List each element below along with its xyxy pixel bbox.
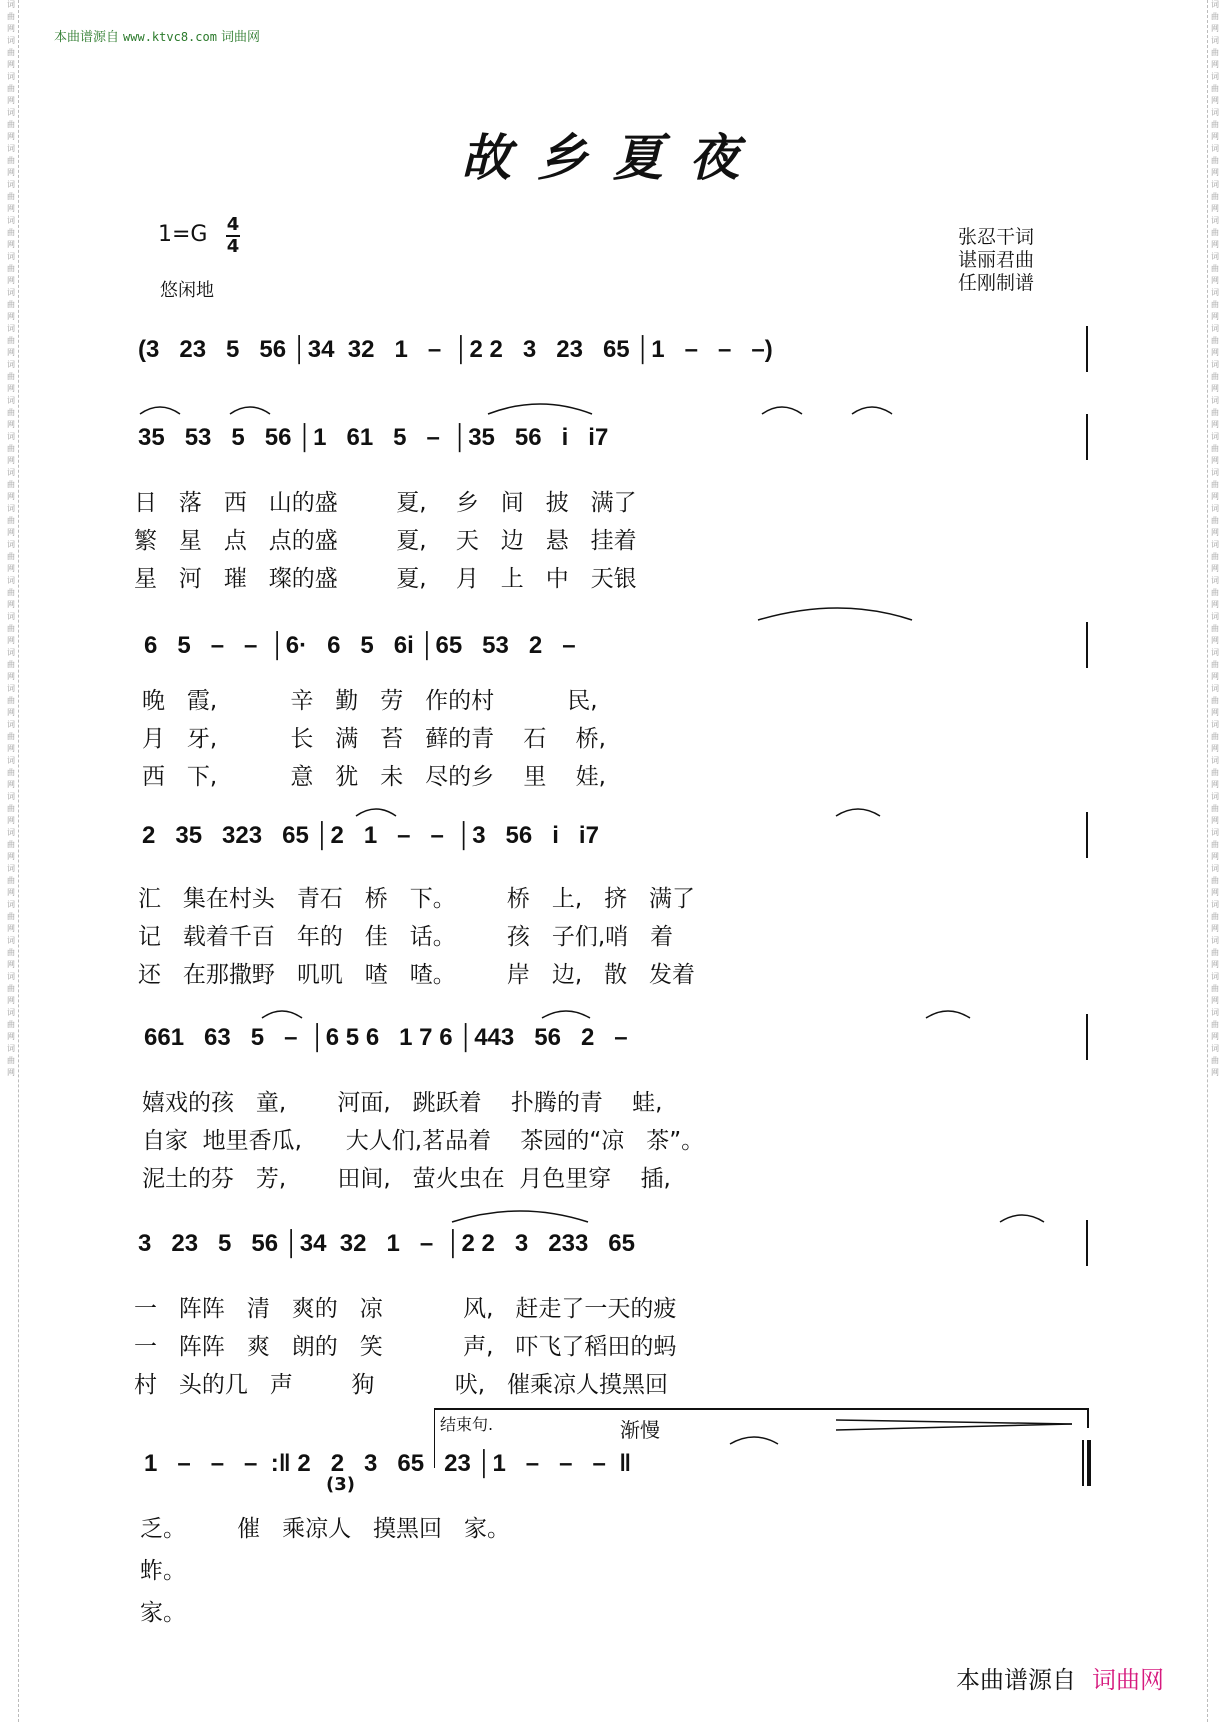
watermark-glyph: 网 <box>7 636 15 645</box>
watermark-glyph: 网 <box>1211 564 1219 573</box>
watermark-glyph: 曲 <box>7 840 15 849</box>
watermark-glyph: 词 <box>7 252 15 261</box>
watermark-glyph: 词 <box>7 972 15 981</box>
watermark-glyph: 词 <box>7 108 15 117</box>
watermark-glyph: 词 <box>1211 792 1219 801</box>
watermark-glyph: 曲 <box>7 552 15 561</box>
watermark-glyph: 曲 <box>1211 768 1219 777</box>
lyric-row-5-verse-1: 嬉戏的孩 童, 河面, 跳跃着 扑腾的青 蛙, <box>142 1090 663 1116</box>
watermark-glyph: 曲 <box>1211 444 1219 453</box>
watermark-glyph: 曲 <box>7 732 15 741</box>
lyric-row-4-verse-3: 还 在那撒野 叽叽 喳 喳。 岸 边, 散 发着 <box>138 962 696 988</box>
watermark-glyph: 网 <box>1211 672 1219 681</box>
watermark-glyph: 曲 <box>1211 408 1219 417</box>
watermark-glyph: 词 <box>7 324 15 333</box>
watermark-glyph: 词 <box>1211 216 1219 225</box>
ritardando-label: 渐慢 <box>620 1418 660 1442</box>
watermark-glyph: 网 <box>7 96 15 105</box>
watermark-glyph: 词 <box>7 828 15 837</box>
watermark-glyph: 曲 <box>1211 12 1219 21</box>
watermark-glyph: 网 <box>1211 744 1219 753</box>
watermark-glyph: 词 <box>1211 684 1219 693</box>
watermark-glyph: 网 <box>1211 492 1219 501</box>
watermark-glyph: 网 <box>7 1032 15 1041</box>
lyric-row-4-verse-1: 汇 集在村头 青石 桥 下。 桥 上, 挤 满了 <box>138 886 696 912</box>
lyric-row-5-verse-3: 泥土的芬 芳, 田间, 萤火虫在 月色里穿 插, <box>142 1166 671 1192</box>
watermark-glyph: 网 <box>1211 636 1219 645</box>
watermark-glyph: 词 <box>1211 72 1219 81</box>
watermark-glyph: 网 <box>7 744 15 753</box>
watermark-glyph: 曲 <box>1211 624 1219 633</box>
watermark-glyph: 网 <box>1211 1032 1219 1041</box>
time-signature-top: 4 <box>226 214 240 235</box>
watermark-glyph: 曲 <box>7 984 15 993</box>
watermark-glyph: 词 <box>1211 0 1219 9</box>
watermark-glyph: 曲 <box>7 300 15 309</box>
watermark-glyph: 网 <box>1211 924 1219 933</box>
watermark-glyph: 词 <box>7 648 15 657</box>
watermark-glyph: 词 <box>7 396 15 405</box>
watermark-glyph: 曲 <box>1211 480 1219 489</box>
watermark-glyph: 词 <box>1211 360 1219 369</box>
watermark-glyph: 网 <box>1211 1068 1219 1077</box>
watermark-glyph: 曲 <box>1211 804 1219 813</box>
watermark-glyph: 网 <box>1211 456 1219 465</box>
lyric-row-7-verse-2: 蚱。 <box>140 1558 186 1584</box>
watermark-glyph: 词 <box>1211 1008 1219 1017</box>
notes-row-7: 1 – – – :‖ 2 2 3 65 23 │1 – – – ‖ <box>144 1450 632 1477</box>
watermark-glyph: 词 <box>1211 144 1219 153</box>
watermark-glyph: 网 <box>1211 60 1219 69</box>
footer-source <box>956 1660 1164 1695</box>
watermark-glyph: 曲 <box>7 48 15 57</box>
watermark-glyph: 曲 <box>1211 876 1219 885</box>
watermark-glyph: 词 <box>1211 1044 1219 1053</box>
watermark-glyph: 曲 <box>7 804 15 813</box>
watermark-glyph: 网 <box>1211 204 1219 213</box>
watermark-glyph: 网 <box>7 168 15 177</box>
watermark-glyph: 网 <box>1211 852 1219 861</box>
watermark-glyph: 词 <box>1211 540 1219 549</box>
watermark-glyph: 词 <box>7 72 15 81</box>
watermark-glyph: 曲 <box>1211 1056 1219 1065</box>
source-prefix: 本曲谱源自 <box>54 30 120 45</box>
watermark-glyph: 曲 <box>7 696 15 705</box>
system-end-barline-6 <box>1086 1220 1088 1266</box>
watermark-glyph: 网 <box>1211 528 1219 537</box>
watermark-glyph: 网 <box>7 528 15 537</box>
notes-row-1: (3 23 5 56 │34 32 1 – │2 2 3 23 65 │1 – – –) <box>138 336 773 363</box>
footer-site-link[interactable]: 词曲网 <box>1092 1666 1164 1694</box>
watermark-glyph: 网 <box>7 1068 15 1077</box>
watermark-glyph: 词 <box>1211 252 1219 261</box>
watermark-glyph: 网 <box>7 420 15 429</box>
notes-row-5: 661 63 5 – │6 5 6 1 7 6 │443 56 2 – <box>144 1024 628 1051</box>
watermark-glyph: 词 <box>1211 972 1219 981</box>
watermark-glyph: 网 <box>7 240 15 249</box>
lyric-row-6-verse-3: 村 头的几 声 狗 吠, 催乘凉人摸黑回 <box>134 1372 669 1398</box>
watermark-glyph: 曲 <box>7 264 15 273</box>
watermark-glyph: 曲 <box>1211 120 1219 129</box>
watermark-glyph: 词 <box>7 576 15 585</box>
system-end-barline-4 <box>1086 812 1088 858</box>
lyric-row-2-verse-3: 星 河 璀 璨的盛 夏, 月 上 中 天银 <box>134 566 637 592</box>
composer: 谌丽君曲 <box>958 249 1035 271</box>
watermark-glyph: 词 <box>1211 36 1219 45</box>
watermark-glyph: 词 <box>1211 324 1219 333</box>
watermark-glyph: 词 <box>1211 108 1219 117</box>
watermark-glyph: 词 <box>7 36 15 45</box>
notes-row-3: 6 5 – – │6· 6 5 6i │65 53 2 – <box>144 632 576 659</box>
watermark-glyph: 曲 <box>7 372 15 381</box>
watermark-glyph: 曲 <box>7 1056 15 1065</box>
watermark-glyph: 网 <box>7 204 15 213</box>
watermark-glyph: 曲 <box>1211 660 1219 669</box>
footer-prefix: 本曲谱源自 <box>956 1666 1076 1694</box>
watermark-glyph: 曲 <box>1211 228 1219 237</box>
watermark-glyph: 词 <box>7 180 15 189</box>
watermark-glyph: 曲 <box>1211 48 1219 57</box>
watermark-glyph: 词 <box>7 540 15 549</box>
watermark-glyph: 词 <box>7 864 15 873</box>
watermark-glyph: 网 <box>7 924 15 933</box>
watermark-glyph: 网 <box>7 816 15 825</box>
watermark-glyph: 网 <box>7 852 15 861</box>
watermark-glyph: 网 <box>1211 96 1219 105</box>
lyric-row-7-verse-1: 乏。 催 乘凉人 摸黑回 家。 <box>140 1516 510 1542</box>
watermark-glyph: 曲 <box>1211 372 1219 381</box>
watermark-glyph: 网 <box>1211 312 1219 321</box>
system-end-barline-3 <box>1086 622 1088 668</box>
watermark-glyph: 词 <box>7 792 15 801</box>
watermark-glyph: 词 <box>1211 612 1219 621</box>
lyric-row-3-verse-2: 月 牙, 长 满 苔 藓的青 石 桥, <box>142 726 606 752</box>
watermark-glyph: 网 <box>7 276 15 285</box>
lyric-row-7-verse-3: 家。 <box>140 1600 186 1626</box>
watermark-glyph: 网 <box>7 492 15 501</box>
alternate-note: (3) <box>326 1474 355 1495</box>
system-end-barline-1 <box>1086 326 1088 372</box>
watermark-glyph: 词 <box>7 720 15 729</box>
time-signature-bottom: 4 <box>226 236 240 257</box>
watermark-glyph: 词 <box>7 1008 15 1017</box>
final-barline-thin <box>1082 1440 1084 1486</box>
watermark-glyph: 词 <box>1211 900 1219 909</box>
watermark-glyph: 网 <box>1211 600 1219 609</box>
watermark-glyph: 曲 <box>1211 912 1219 921</box>
watermark-glyph: 曲 <box>1211 948 1219 957</box>
watermark-glyph: 曲 <box>1211 156 1219 165</box>
watermark-glyph: 曲 <box>7 768 15 777</box>
watermark-glyph: 曲 <box>7 228 15 237</box>
watermark-glyph: 词 <box>7 468 15 477</box>
lyric-row-6-verse-2: 一 阵阵 爽 朗的 笑 声, 吓飞了稻田的蚂 <box>134 1334 677 1360</box>
watermark-glyph: 网 <box>7 24 15 33</box>
lyric-row-6-verse-1: 一 阵阵 清 爽的 凉 风, 赶走了一天的疲 <box>134 1296 677 1322</box>
watermark-glyph: 词 <box>7 432 15 441</box>
watermark-glyph: 词 <box>7 936 15 945</box>
watermark-glyph: 曲 <box>7 156 15 165</box>
watermark-glyph: 曲 <box>1211 732 1219 741</box>
final-barline-thick <box>1087 1440 1091 1486</box>
watermark-glyph: 词 <box>1211 828 1219 837</box>
watermark-glyph: 网 <box>1211 780 1219 789</box>
watermark-glyph: 词 <box>1211 432 1219 441</box>
watermark-glyph: 曲 <box>7 336 15 345</box>
watermark-glyph: 网 <box>7 384 15 393</box>
watermark-glyph: 曲 <box>1211 84 1219 93</box>
watermark-glyph: 曲 <box>1211 588 1219 597</box>
watermark-glyph: 词 <box>7 288 15 297</box>
watermark-glyph: 网 <box>1211 276 1219 285</box>
watermark-glyph: 网 <box>7 888 15 897</box>
watermark-glyph: 词 <box>7 684 15 693</box>
watermark-glyph: 曲 <box>7 1020 15 1029</box>
watermark-glyph: 词 <box>1211 648 1219 657</box>
watermark-glyph: 词 <box>7 144 15 153</box>
watermark-glyph: 词 <box>1211 504 1219 513</box>
watermark-glyph: 词 <box>7 0 15 9</box>
source-domain[interactable]: www.ktvc8.com <box>123 30 217 44</box>
watermark-glyph: 曲 <box>7 588 15 597</box>
watermark-glyph: 词 <box>1211 756 1219 765</box>
watermark-glyph: 网 <box>7 348 15 357</box>
ending-label: 结束句. <box>440 1415 494 1434</box>
watermark-glyph: 词 <box>1211 288 1219 297</box>
watermark-glyph: 曲 <box>7 12 15 21</box>
watermark-glyph: 曲 <box>7 408 15 417</box>
watermark-glyph: 曲 <box>7 660 15 669</box>
watermark-glyph: 词 <box>7 504 15 513</box>
watermark-glyph: 网 <box>1211 348 1219 357</box>
watermark-glyph: 网 <box>7 780 15 789</box>
watermark-glyph: 网 <box>1211 960 1219 969</box>
watermark-glyph: 曲 <box>1211 1020 1219 1029</box>
watermark-glyph: 词 <box>1211 396 1219 405</box>
watermark-glyph: 网 <box>7 132 15 141</box>
watermark-glyph: 网 <box>1211 816 1219 825</box>
notes-row-4: 2 35 323 65 │2 1 – – │3 56 i i7 <box>142 822 599 849</box>
watermark-glyph: 曲 <box>7 120 15 129</box>
watermark-glyph: 网 <box>1211 420 1219 429</box>
watermark-glyph: 词 <box>7 612 15 621</box>
watermark-glyph: 网 <box>7 312 15 321</box>
watermark-glyph: 词 <box>7 900 15 909</box>
watermark-glyph: 网 <box>1211 24 1219 33</box>
watermark-glyph: 词 <box>7 360 15 369</box>
lyricist: 张忍干词 <box>958 226 1035 248</box>
watermark-glyph: 曲 <box>1211 300 1219 309</box>
lyric-row-5-verse-2: 自家 地里香瓜, 大人们,茗品着 茶园的“凉 茶”。 <box>142 1128 705 1154</box>
system-end-barline-5 <box>1086 1014 1088 1060</box>
watermark-glyph: 网 <box>1211 888 1219 897</box>
watermark-glyph: 曲 <box>7 84 15 93</box>
watermark-glyph: 网 <box>1211 240 1219 249</box>
watermark-glyph: 词 <box>1211 576 1219 585</box>
watermark-glyph: 曲 <box>1211 336 1219 345</box>
watermark-glyph: 词 <box>7 216 15 225</box>
watermark-glyph: 词 <box>1211 720 1219 729</box>
watermark-glyph: 网 <box>1211 168 1219 177</box>
watermark-glyph: 网 <box>7 708 15 717</box>
watermark-glyph: 网 <box>1211 708 1219 717</box>
song-title: 故乡夏夜 <box>461 128 765 187</box>
watermark-glyph: 曲 <box>1211 840 1219 849</box>
lyric-row-4-verse-2: 记 载着千百 年的 佳 话。 孩 子们,哨 着 <box>138 924 674 950</box>
watermark-glyph: 网 <box>7 564 15 573</box>
watermark-glyph: 曲 <box>7 912 15 921</box>
watermark-glyph: 网 <box>7 672 15 681</box>
watermark-glyph: 网 <box>1211 132 1219 141</box>
watermark-glyph: 曲 <box>7 192 15 201</box>
watermark-glyph: 网 <box>1211 996 1219 1005</box>
watermark-glyph: 词 <box>1211 864 1219 873</box>
lyric-row-3-verse-1: 晚 霞, 辛 勤 劳 作的村 民, <box>142 688 598 714</box>
notes-row-2: 35 53 5 56 │1 61 5 – │35 56 i i7 <box>138 424 609 451</box>
watermark-glyph: 词 <box>7 1044 15 1053</box>
watermark-glyph: 曲 <box>7 624 15 633</box>
watermark-glyph: 曲 <box>1211 516 1219 525</box>
watermark-glyph: 网 <box>7 600 15 609</box>
watermark-glyph: 词 <box>1211 468 1219 477</box>
watermark-glyph: 曲 <box>7 480 15 489</box>
lyric-row-2-verse-1: 日 落 西 山的盛 夏, 乡 间 披 满了 <box>134 490 637 516</box>
system-end-barline-2 <box>1086 414 1088 460</box>
watermark-glyph: 曲 <box>1211 192 1219 201</box>
watermark-glyph: 网 <box>7 60 15 69</box>
arranger: 任刚制谱 <box>958 272 1035 294</box>
watermark-glyph: 词 <box>1211 936 1219 945</box>
watermark-glyph: 曲 <box>1211 264 1219 273</box>
notes-row-6: 3 23 5 56 │34 32 1 – │2 2 3 233 65 <box>138 1230 635 1257</box>
watermark-glyph: 词 <box>7 756 15 765</box>
watermark-glyph: 曲 <box>7 516 15 525</box>
watermark-glyph: 曲 <box>1211 552 1219 561</box>
watermark-glyph: 词 <box>1211 180 1219 189</box>
lyric-row-3-verse-3: 西 下, 意 犹 未 尽的乡 里 娃, <box>142 764 606 790</box>
watermark-glyph: 曲 <box>7 948 15 957</box>
watermark-glyph: 网 <box>7 996 15 1005</box>
watermark-glyph: 曲 <box>7 444 15 453</box>
watermark-glyph: 网 <box>7 456 15 465</box>
watermark-glyph: 曲 <box>7 876 15 885</box>
key-signature: 1=G <box>158 222 208 247</box>
source-suffix: 词曲网 <box>220 30 260 45</box>
lyric-row-2-verse-2: 繁 星 点 点的盛 夏, 天 边 悬 挂着 <box>134 528 637 554</box>
tempo-marking: 悠闲地 <box>160 280 214 301</box>
watermark-glyph: 曲 <box>1211 696 1219 705</box>
watermark-glyph: 网 <box>1211 384 1219 393</box>
watermark-glyph: 曲 <box>1211 984 1219 993</box>
watermark-glyph: 网 <box>7 960 15 969</box>
